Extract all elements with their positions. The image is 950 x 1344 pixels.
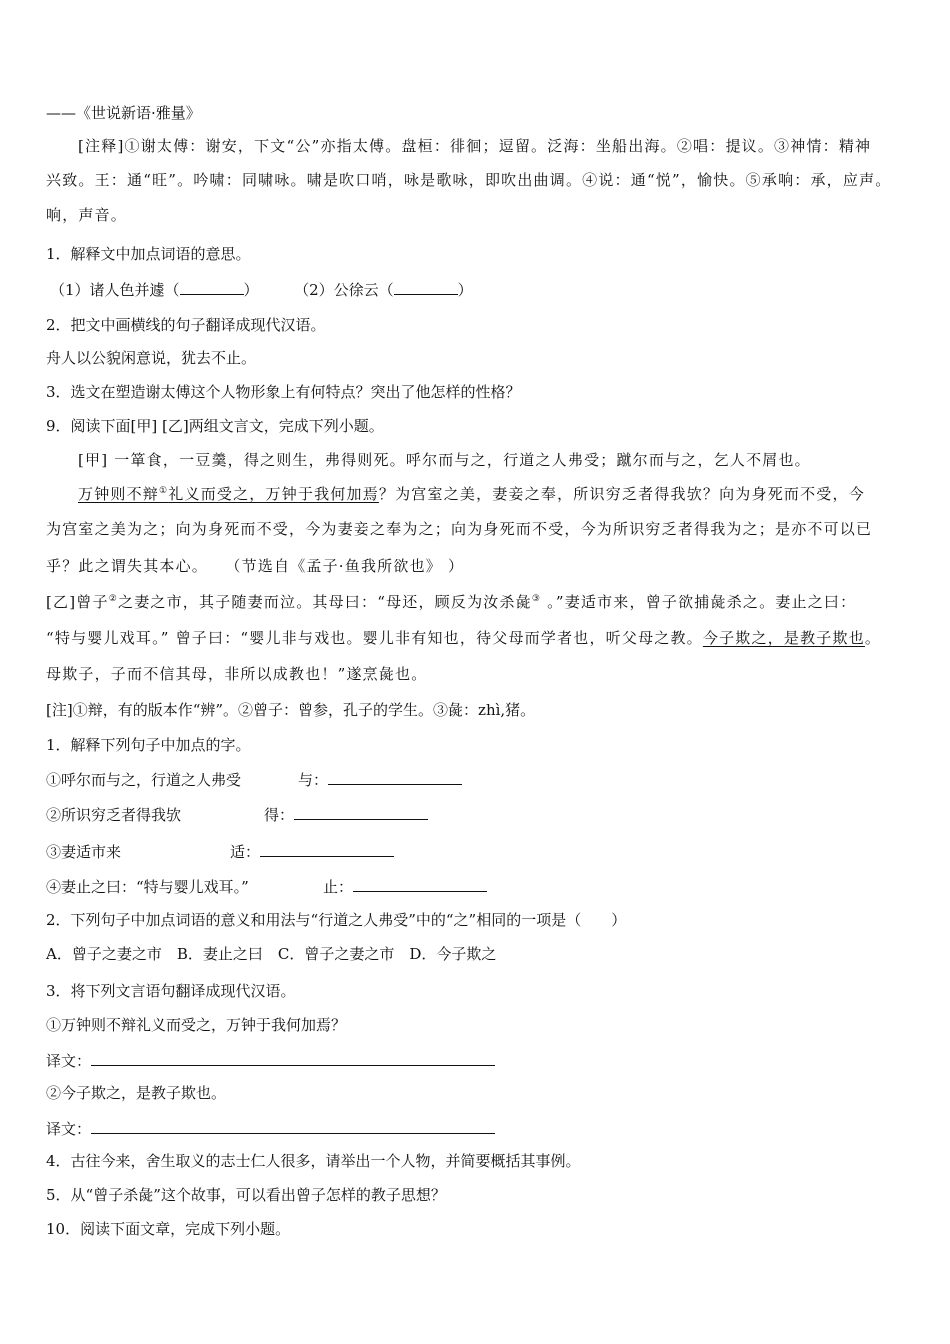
annotation-line-1: [注释]①谢太傅：谢安，下文“公”亦指太傅。盘桓：徘徊；逗留。泛海：坐船出海。②唱：提议。③神情：精神 [78,137,872,155]
source-citation: ——《世说新语·雅量》 [46,104,201,122]
annotation-line-2: 兴致。王：通“旺”。吟啸：同啸咏。啸是吹口哨，咏是歌咏，即吹出曲调。④说：通“悦”，愉快。⑤承响：承，应声。 [46,171,892,189]
passage-jia-line-3: 为宫室之美为之；向为身死而不受，今为妻妾之奉为之；向为身死而不受，今为所识穷乏者得我为之；是亦不可以已 [46,520,873,538]
answer-blank[interactable] [180,278,244,295]
passage-yi-line-1: [乙]曾子②之妻之市，其子随妻而泣。其母曰：“母还，顾反为汝杀彘③ 。”妻适市来，曾子欲捕彘杀之。妻止之曰： [46,593,857,611]
paren-close: ） [457,281,473,299]
q8-item-1-label: （1）诸人色并遽（ [50,281,180,299]
q9-q3-sentence-2: ②今子欺之，是教子欺也。 [46,1084,227,1102]
q9-q1-item-3: ③妻适市来 适： [46,840,394,862]
q8-item-2-label: （2）公徐云（ [294,281,394,299]
q9-title: 9．阅读下面[甲] [乙]两组文言文，完成下列小题。 [46,417,384,435]
q9-q1-item-2: ②所识穷乏者得我欤 得： [46,803,428,825]
passage-notes: [注]①辩，有的版本作“辨”。②曾子：曾参，孔子的学生。③彘：zhì,猪。 [46,701,536,719]
q8-question-1: 1．解释文中加点词语的意思。 [46,245,251,263]
answer-blank[interactable] [294,803,428,820]
q9-question-5: 5．从“曾子杀彘”这个故事，可以看出曾子怎样的教子思想？ [46,1186,446,1204]
passage-yi-line-2: “特与婴儿戏耳。” 曾子曰：“婴儿非与戏也。婴儿非有知也，待父母而学者也，听父母之教。今子欺之，是教子欺也。 [46,629,882,647]
q9-q2-options: A．曾子之妻之市 B．妻止之曰 C．曾子之妻之市 D．今子欺之 [46,945,497,963]
q9-q1-item-4: ④妻止之曰：“特与婴儿戏耳。” 止： [46,875,487,897]
q8-question-3: 3．选文在塑造谢太傅这个人物形象上有何特点？突出了他怎样的性格？ [46,383,521,401]
passage-jia-line-4: 乎？此之谓失其本心。 （节选自《孟子·鱼我所欲也》 ） [46,557,465,575]
underlined-sentence: 今子欺之，是教子欺也 [702,629,865,647]
q9-q3-answer-1: 译文： [46,1049,495,1071]
q9-question-3: 3．将下列文言语句翻译成现代汉语。 [46,982,296,1000]
passage-yi-line-3: 母欺子，子而不信其母，非所以成教也！”遂烹彘也。 [46,665,428,683]
underlined-sentence: 万钟则不辩①礼义而受之，万钟于我何加焉 [78,485,379,503]
answer-blank[interactable] [91,1117,495,1134]
q8-translate-sentence: 舟人以公貌闲意说，犹去不止。 [46,349,257,367]
answer-blank[interactable] [394,278,458,295]
q10-title: 10．阅读下面文章，完成下列小题。 [46,1220,291,1238]
q9-q3-answer-2: 译文： [46,1117,495,1139]
q9-q1-item-1: ①呼尔而与之，行道之人弗受 与： [46,768,462,790]
q8-question-1-items [50,278,473,300]
annotation-line-3: 响，声音。 [46,206,128,224]
q8-question-2: 2．把文中画横线的句子翻译成现代汉语。 [46,316,326,334]
passage-jia-line-1: [甲] 一箪食，一豆羹，得之则生，弗得则死。呼尔而与之，行道之人弗受；蹴尔而与之，乞人不屑也。 [78,451,811,469]
answer-blank[interactable] [260,840,394,857]
answer-blank[interactable] [353,875,487,892]
q9-q3-sentence-1: ①万钟则不辩礼义而受之，万钟于我何加焉？ [46,1016,347,1034]
answer-blank[interactable] [91,1049,495,1066]
q9-question-1: 1．解释下列句子中加点的字。 [46,736,251,754]
q9-question-4: 4．古往今来，舍生取义的志士仁人很多，请举出一个人物，并简要概括其事例。 [46,1152,581,1170]
q9-question-2: 2．下列句子中加点词语的意义和用法与“行道之人弗受”中的“之”相同的一项是（ ） [46,911,627,929]
paren-close: ） [243,281,259,299]
passage-jia-line-2: 万钟则不辩①礼义而受之，万钟于我何加焉？为宫室之美，妻妾之奉，所识穷乏者得我欤？向为身死而不受，今 [78,485,865,503]
answer-blank[interactable] [328,768,462,785]
